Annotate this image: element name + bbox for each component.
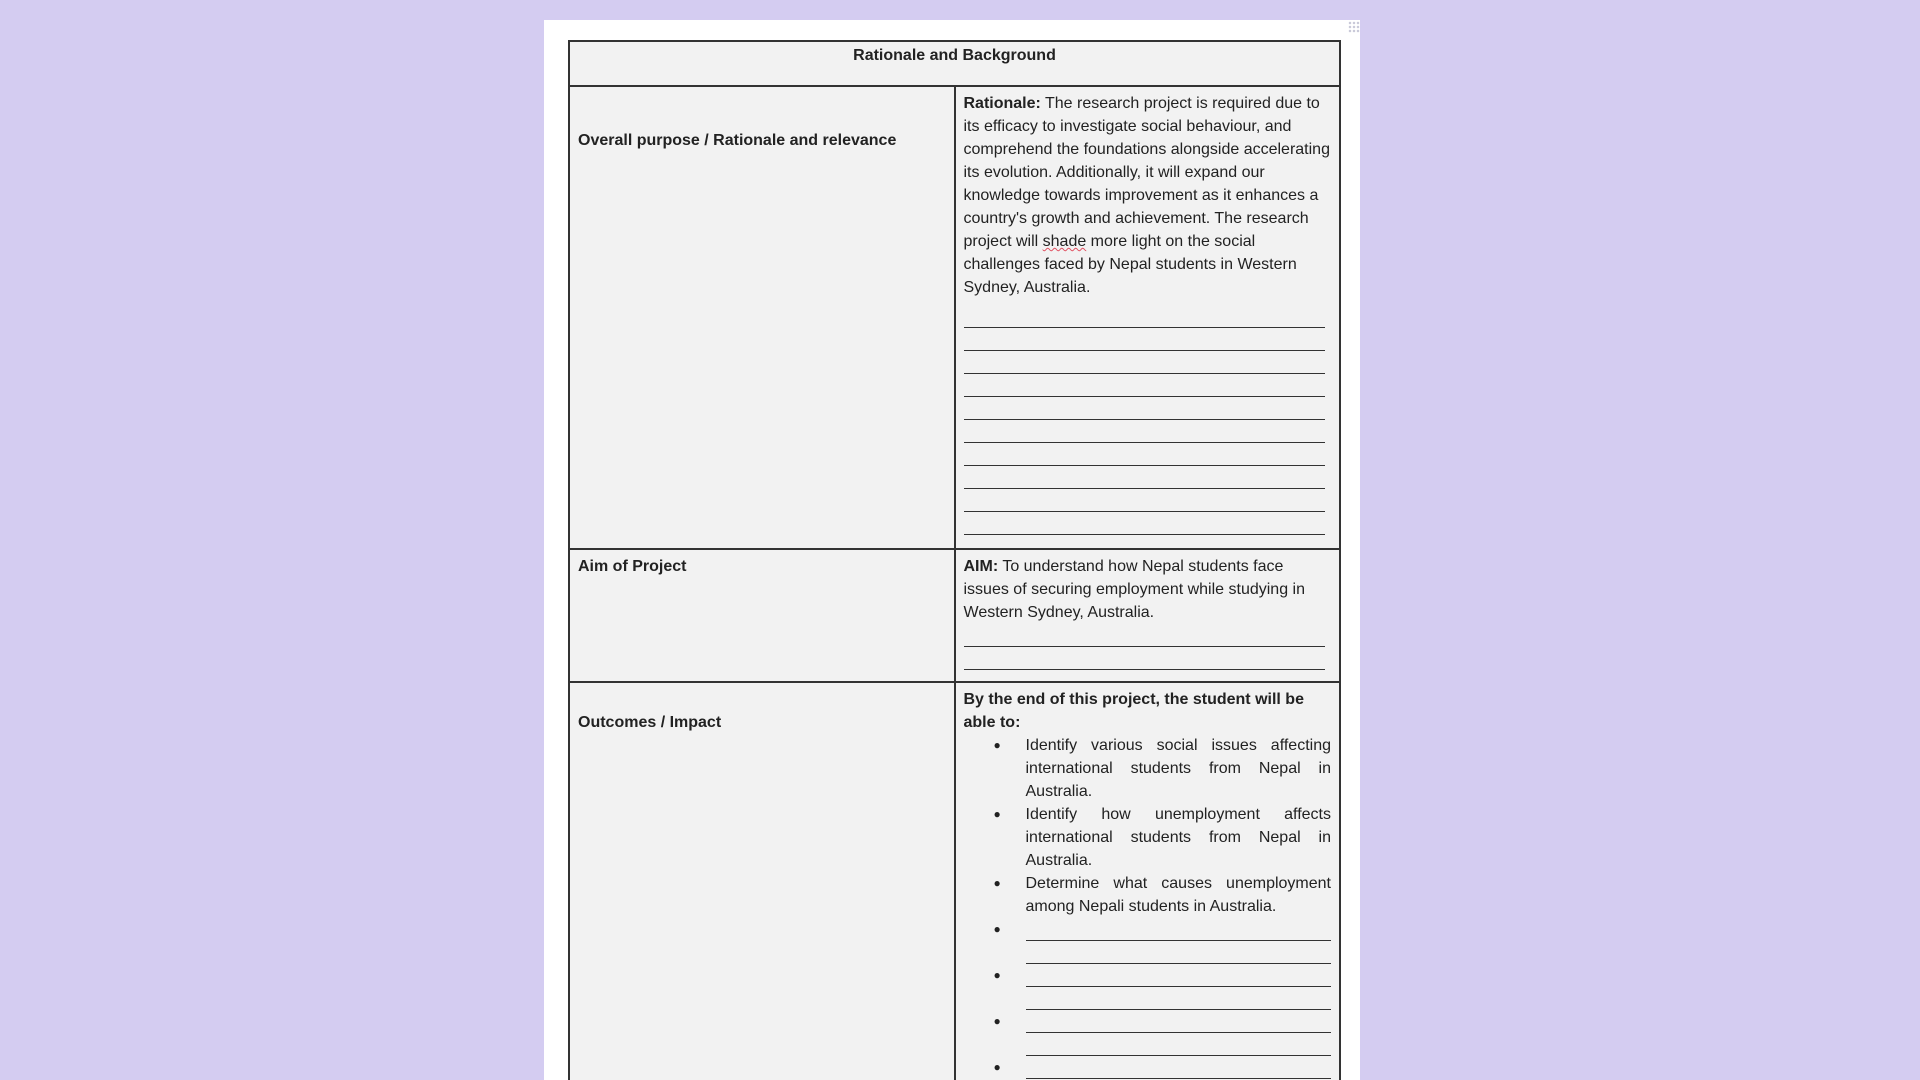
rationale-paragraph: Rationale: The research project is required due to its efficacy to investigate social behaviour, and comprehend the foundations alongside accelerating its evolution. Additionally, it will expand our knowledge towards improvement as it enhances a country's growth and achievement. The research project will shade more light on the social challenges faced by Nepal students in Western Sydney, Australia. bbox=[963, 95, 1330, 296]
purpose-label: Overall purpose / Rationale and relevance bbox=[569, 86, 955, 549]
blank-line bbox=[964, 397, 1326, 420]
outcomes-list bbox=[964, 734, 1332, 1080]
blank-line bbox=[964, 624, 1326, 647]
aim-content[interactable] bbox=[955, 549, 1341, 682]
blank-line bbox=[964, 305, 1326, 328]
purpose-content[interactable] bbox=[955, 86, 1341, 549]
blank-list-item bbox=[964, 964, 1332, 1010]
rationale-table bbox=[568, 40, 1341, 1080]
blank-line bbox=[964, 512, 1326, 535]
table-row-purpose bbox=[569, 86, 1340, 549]
outcomes-label: Outcomes / Impact bbox=[569, 682, 955, 1080]
aim-label: Aim of Project bbox=[569, 549, 955, 682]
resize-grip-icon[interactable] bbox=[1348, 21, 1360, 33]
table-header: Rationale and Background bbox=[569, 41, 1340, 86]
list-item: ● Identify how unemployment affects international students from Nepal in Australia. bbox=[964, 803, 1332, 872]
blank-list-item bbox=[964, 918, 1332, 964]
blank-line bbox=[964, 351, 1326, 374]
list-item: ● Determine what causes unemployment among Nepali students in Australia. bbox=[964, 872, 1332, 918]
outcomes-intro: By the end of this project, the student will be able to: bbox=[963, 691, 1304, 731]
outcomes-content[interactable] bbox=[955, 682, 1341, 1080]
aim-paragraph: AIM: To understand how Nepal students face issues of securing employment while studying in Western Sydney, Australia. bbox=[963, 558, 1305, 621]
rationale-lead: Rationale: bbox=[963, 95, 1041, 112]
blank-list-item bbox=[964, 1056, 1332, 1080]
document-page bbox=[544, 20, 1360, 1080]
blank-line bbox=[964, 647, 1326, 670]
blank-line bbox=[964, 374, 1326, 397]
blank-line bbox=[964, 420, 1326, 443]
table-row-aim bbox=[569, 549, 1340, 682]
aim-lead: AIM: bbox=[963, 558, 999, 575]
blank-line bbox=[964, 328, 1326, 351]
list-item: ● Identify various social issues affecting international students from Nepal in Australia. bbox=[964, 734, 1332, 803]
spellcheck-flagged-word[interactable]: shade bbox=[1042, 233, 1087, 250]
table-row-outcomes bbox=[569, 682, 1340, 1080]
blank-line bbox=[964, 443, 1326, 466]
blank-list-item bbox=[964, 1010, 1332, 1056]
blank-line bbox=[964, 466, 1326, 489]
blank-line bbox=[964, 489, 1326, 512]
